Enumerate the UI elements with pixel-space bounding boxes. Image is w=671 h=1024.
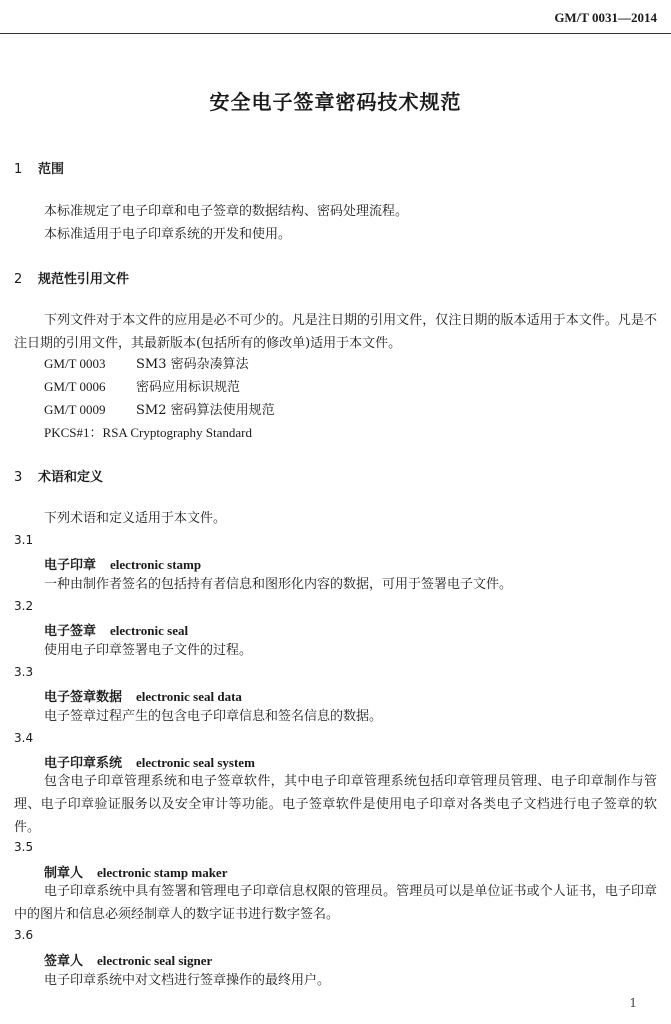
reference-pkcs: PKCS#1：RSA Cryptography Standard bbox=[44, 425, 253, 440]
section-number: 2 bbox=[14, 272, 23, 287]
reference-name: SM3 密码杂凑算法 bbox=[136, 357, 249, 372]
term-heading bbox=[44, 686, 242, 705]
reference-item bbox=[44, 401, 275, 420]
term-definition: 使用电子印章签署电子文件的过程。 bbox=[44, 643, 253, 658]
section-title: 规范性引用文件 bbox=[38, 272, 130, 287]
term-heading bbox=[44, 554, 201, 573]
term-en: electronic seal signer bbox=[97, 953, 213, 968]
scope-paragraph-1: 本标准规定了电子印章和电子签章的数据结构、密码处理流程。 bbox=[44, 204, 409, 219]
scope-paragraph-2: 本标准适用于电子印章系统的开发和使用。 bbox=[44, 227, 292, 242]
term-definition: 包含电子印章管理系统和电子签章软件，其中电子印章管理系统包括印章管理员管理、电子印章制作与管理、电子印章验证服务以及安全审计等功能。电子签章软件是使用电子印章对各类电子文档进行电子签章的软件。 bbox=[14, 774, 657, 835]
term-definition: 一种由制作者签名的包括持有者信息和图形化内容的数据，可用于签署电子文件。 bbox=[44, 577, 513, 592]
term-zh: 电子签章数据 bbox=[44, 690, 123, 705]
term-zh: 制章人 bbox=[44, 866, 84, 881]
reference-name: SM2 密码算法使用规范 bbox=[136, 403, 275, 418]
reference-code: GM/T 0003 bbox=[44, 356, 106, 371]
term-number: 3.4 bbox=[14, 731, 34, 745]
term-definition: 电子印章系统中对文档进行签章操作的最终用户。 bbox=[44, 973, 331, 988]
page-number: 1 bbox=[629, 996, 637, 1010]
section-number: 3 bbox=[14, 470, 23, 485]
term-en: electronic seal bbox=[110, 623, 189, 638]
header-rule bbox=[0, 33, 671, 34]
term-heading bbox=[44, 752, 255, 771]
term-heading bbox=[44, 620, 188, 639]
term-zh: 电子印章系统 bbox=[44, 756, 123, 771]
terms-intro: 下列术语和定义适用于本文件。 bbox=[44, 511, 227, 526]
term-en: electronic stamp maker bbox=[97, 865, 228, 880]
section-heading-terms bbox=[14, 466, 103, 485]
term-number: 3.6 bbox=[14, 928, 34, 942]
document-title: 安全电子签章密码技术规范 bbox=[209, 90, 462, 114]
reference-code: GM/T 0009 bbox=[44, 402, 106, 417]
term-number: 3.1 bbox=[14, 533, 34, 547]
term-en: electronic stamp bbox=[110, 557, 202, 572]
section-number: 1 bbox=[14, 162, 23, 177]
reference-code: GM/T 0006 bbox=[44, 379, 106, 394]
term-zh: 电子签章 bbox=[44, 624, 97, 639]
term-definition: 电子印章系统中具有签署和管理电子印章信息权限的管理员。管理员可以是单位证书或个人证书，电子印章中的图片和信息必须经制章人的数字证书进行数字签名。 bbox=[14, 884, 657, 922]
section-heading-scope bbox=[14, 158, 64, 177]
term-zh: 电子印章 bbox=[44, 558, 97, 573]
reference-item bbox=[44, 378, 240, 397]
term-number: 3.3 bbox=[14, 665, 34, 679]
references-intro: 下列文件对于本文件的应用是必不可少的。凡是注日期的引用文件，仅注日期的版本适用于本文件。凡是不注日期的引用文件，其最新版本(包括所有的修改单)适用于本文件。 bbox=[14, 313, 657, 351]
term-en: electronic seal system bbox=[136, 755, 255, 770]
term-heading bbox=[44, 862, 227, 881]
term-heading bbox=[44, 950, 212, 969]
term-number: 3.2 bbox=[14, 599, 34, 613]
reference-name: 密码应用标识规范 bbox=[136, 380, 241, 395]
term-en: electronic seal data bbox=[136, 689, 242, 704]
section-heading-references bbox=[14, 268, 129, 287]
term-number: 3.5 bbox=[14, 840, 34, 854]
term-definition: 电子签章过程产生的包含电子印章信息和签名信息的数据。 bbox=[44, 709, 383, 724]
term-zh: 签章人 bbox=[44, 954, 84, 969]
standard-code: GM/T 0031—2014 bbox=[554, 10, 657, 25]
section-title: 术语和定义 bbox=[38, 470, 104, 485]
reference-item bbox=[44, 355, 249, 374]
section-title: 范围 bbox=[38, 162, 65, 177]
